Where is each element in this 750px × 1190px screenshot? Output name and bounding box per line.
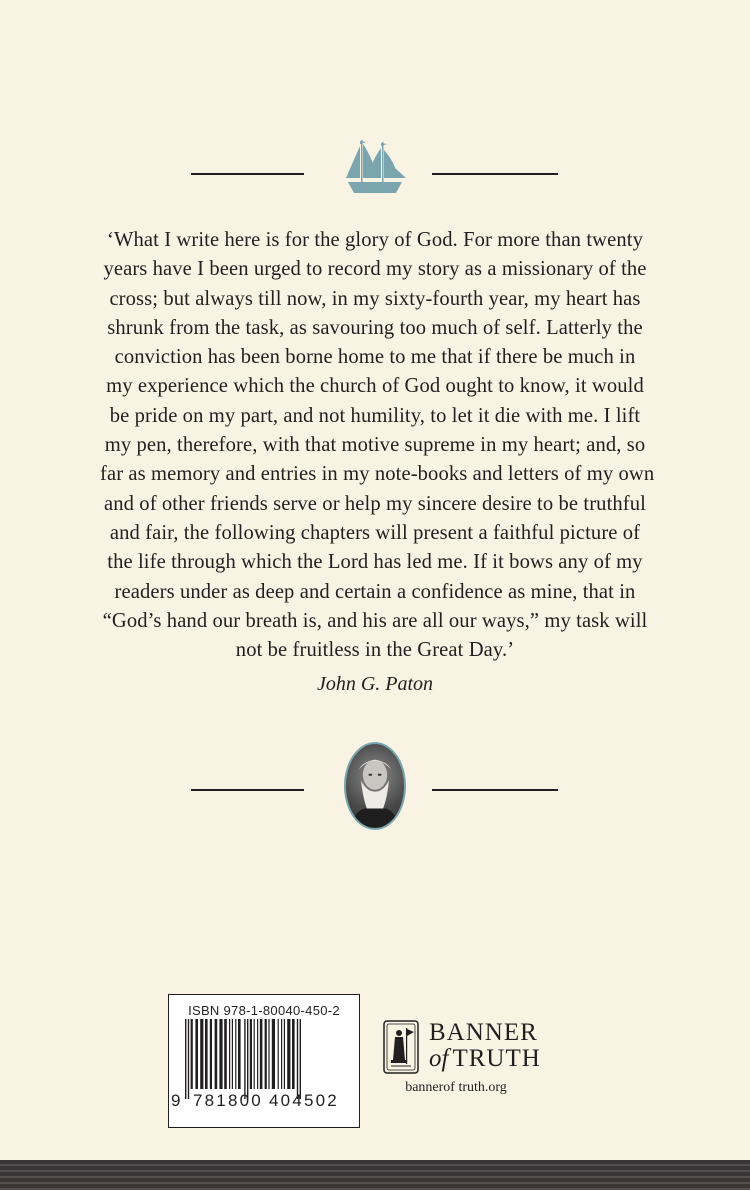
quote-line: and of other friends serve or help my sincere desire to be truthful [104,492,646,515]
banner-of-truth-emblem [383,1020,419,1074]
publisher-url[interactable]: bannerof truth.org [405,1080,507,1095]
barcode-digits-right: 404502 [269,1091,339,1110]
barcode-bar [232,1019,233,1089]
portrait-medallion [344,742,406,830]
barcode-bar [200,1019,203,1089]
quote-line: be pride on my part, and not humility, to let it die with me. I lift [109,404,641,427]
quote-line: the life through which the Lord has led me. If it bows any of my [107,551,643,574]
top-rule-left [191,173,304,175]
barcode-bar [195,1019,198,1089]
barcode-bar [287,1019,290,1089]
barcode-bar [278,1019,279,1089]
barcode-bar [281,1019,282,1089]
barcode-bar [254,1019,255,1089]
barcode-bar [205,1019,208,1089]
barcode-digit-first: 9 [171,1091,181,1110]
barcode-bar [229,1019,230,1089]
quote-line: far as memory and entries in my note-books and letters of my own [100,463,655,486]
publisher-name-line2 [429,1046,541,1071]
barcode-bar [292,1019,295,1089]
barcode-bar [268,1019,269,1089]
barcode-bar [219,1019,222,1089]
quote-line: years have I been urged to record my story as a missionary of the [103,258,647,281]
barcode-bar [257,1019,258,1089]
barcode-digits-left: 781800 [193,1091,263,1110]
publisher-name-truth: TRUTH [452,1045,541,1072]
publisher-name: BANNER [429,1019,538,1046]
barcode-bar [272,1019,275,1089]
middle-rule-left [191,789,304,791]
bottom-stripe-band [0,1160,750,1190]
quote-line: my experience which the church of God ought to know, it would [106,375,644,398]
barcode-bar [250,1019,252,1089]
middle-rule-right [432,789,558,791]
quote-line: ‘What I write here is for the glory of God. For more than twenty [107,229,643,251]
barcode-bar [215,1019,218,1089]
barcode-bar [265,1019,267,1089]
quote-line: “God’s hand our breath is, and his are all our ways,” my task will [102,609,648,632]
quote-line: cross; but always till now, in my sixty-fourth year, my heart has [109,287,641,310]
top-rule-right [432,173,558,175]
publisher-name-of: of [429,1045,449,1072]
quote-line: and fair, the following chapters will present a faithful picture of [109,521,641,544]
barcode-bar [224,1019,227,1089]
quote-line: not be fruitless in the Great Day.’ [235,639,515,662]
portrait-image [346,744,404,828]
barcode [168,994,360,1128]
quote-line: shrunk from the task, as savouring too much of self. Latterly the [107,316,643,339]
quote-line: conviction has been borne home to me that if there be much in [114,346,636,369]
quote-block [100,226,655,665]
barcode-bar [284,1019,285,1089]
publisher-url-row [0,1080,750,1096]
quote-line: my pen, therefore, with that motive supreme in my heart; and, so [104,434,646,457]
quote-line: readers under as deep and certain a confidence as mine, that in [114,580,636,603]
quote-author: John G. Paton [316,673,434,695]
barcode-bar [210,1019,212,1089]
sailing-ship-icon [340,138,408,198]
isbn-label: ISBN 978-1-80040-450-2 [188,1003,340,1018]
barcode-bar [235,1019,236,1089]
barcode-bar [191,1019,193,1089]
barcode-bar [238,1019,241,1089]
barcode-bar [260,1019,263,1089]
